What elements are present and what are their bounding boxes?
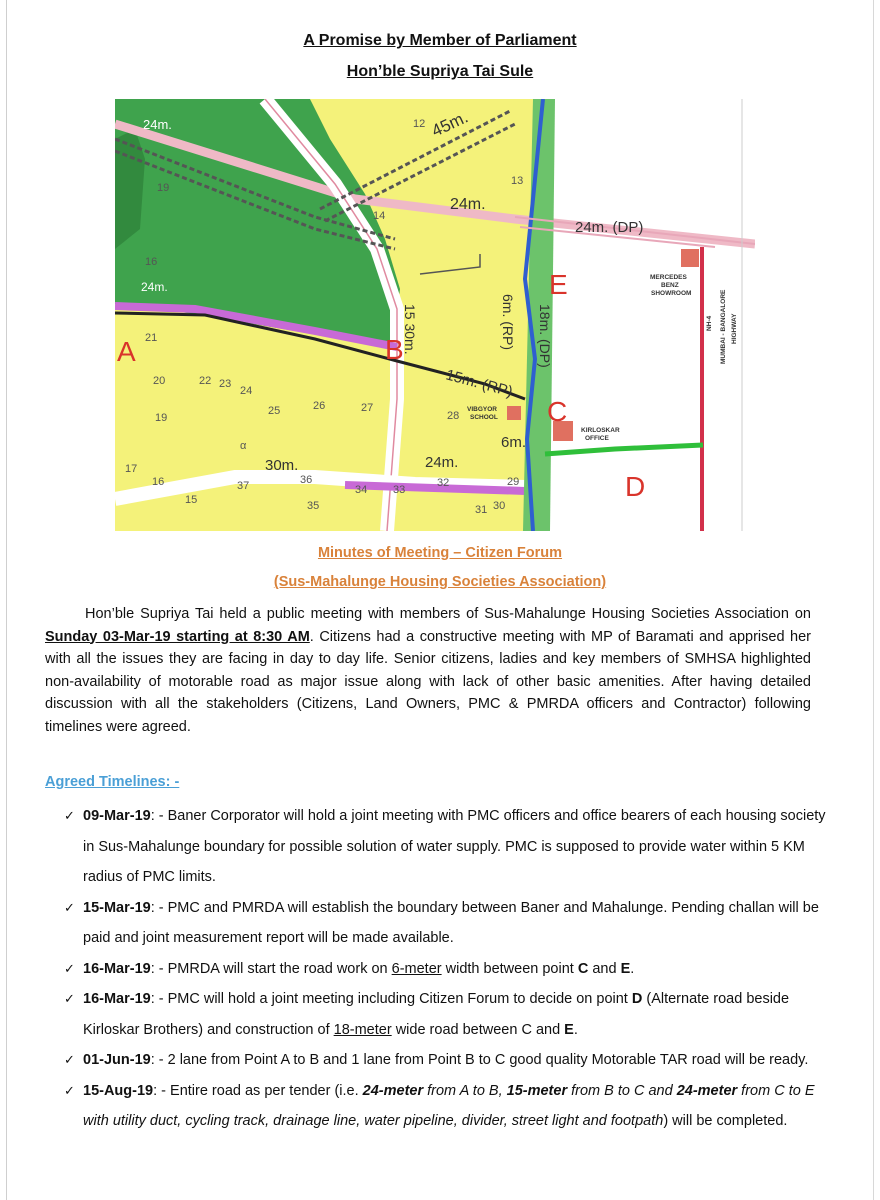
mercedes-label: SHOWROOM [651, 290, 692, 297]
plot-number: 25 [268, 405, 281, 417]
plot-number: 32 [437, 477, 450, 489]
check-icon: ✓ [64, 899, 75, 915]
item-point: E [564, 1021, 574, 1038]
document-title: A Promise by Member of Parliament [303, 32, 577, 49]
mercedes-label: MERCEDES [650, 274, 687, 281]
plot-number: 36 [300, 474, 313, 486]
list-item [64, 954, 834, 985]
check-icon: ✓ [64, 991, 75, 1006]
point-c: C [547, 396, 568, 427]
item-text: ) will be completed. [663, 1113, 788, 1129]
item-text: (Alternate road beside Kirloskar Brothers) and construction of [83, 991, 790, 1038]
road-label: 6m. (RP) [500, 294, 516, 350]
road-label: 24m. [425, 454, 459, 471]
meeting-date-time: Sunday 03-Mar-19 starting at 8:30 AM [45, 628, 310, 645]
point-a: A [117, 336, 136, 367]
road-label: 15m. (RP) [443, 366, 515, 401]
timelines-heading: Agreed Timelines: - [45, 774, 180, 790]
plot-number: 35 [307, 500, 320, 512]
road-label: 24m. (DP) [575, 219, 644, 236]
check-icon: ✓ [64, 1052, 75, 1067]
item-text: : - 2 lane from Point A to B and 1 lane from Point B to C good quality Motorable TAR road will be ready. [150, 1052, 809, 1068]
plot-number: 29 [507, 476, 520, 488]
plot-number: 30 [493, 500, 506, 512]
road-label: 45m. [428, 107, 471, 141]
point-d: D [625, 471, 646, 502]
item-text: . [630, 960, 635, 977]
list-item [64, 984, 834, 1045]
road-label: 15 30m. [402, 304, 418, 355]
check-icon: ✓ [64, 808, 75, 823]
item-date: 09-Mar-19 [83, 808, 151, 824]
kirloskar-label: OFFICE [585, 435, 609, 442]
plot-number: 19 [155, 412, 168, 424]
mercedes-box [681, 249, 699, 267]
item-text: wide road between C and [391, 1021, 565, 1038]
item-text: from B to C and [567, 1082, 677, 1099]
plot-number: 24 [240, 385, 253, 397]
intro-part2: . Citizens had a constructive meeting with MP of Baramati and apprised her with all the issues they are facing in day to day life. Senior citizens, ladies and key members of SMHSA highlighted non-availability of motorable road as major issue along with lack of other basic amenities. After having detailed discussion with all the stakeholders (Citizens, Land Owners, PMC & PMRDA officers and Contractor) following timelines were agreed. [45, 628, 812, 735]
vibgyor-label: VIBGYOR [467, 406, 497, 413]
plot-number: α [240, 440, 247, 452]
vibgyor-label: SCHOOL [470, 414, 498, 421]
mercedes-label: BENZ [661, 282, 679, 289]
check-icon: ✓ [64, 1082, 75, 1098]
highway-label: NH-4 [706, 315, 713, 331]
item-date: 16-Mar-19 [83, 991, 151, 1007]
item-emphasis: 18-meter [333, 1021, 392, 1038]
plot-number: 13 [511, 175, 524, 187]
list-item [64, 893, 834, 954]
plot-number: 16 [145, 256, 158, 268]
document-subtitle: Hon’ble Supriya Tai Sule [346, 63, 534, 80]
road-label: 6m. [501, 434, 527, 451]
intro-part1: Hon’ble Supriya Tai held a public meeting with members of Sus-Mahalunge Housing Societies Association on [85, 606, 811, 622]
plot-number: 15 [185, 494, 198, 506]
check-icon: ✓ [64, 960, 75, 976]
plot-number: 14 [373, 210, 386, 222]
item-point: E [620, 960, 631, 977]
intro-paragraph [45, 603, 811, 738]
road-label: 18m. (DP) [537, 304, 553, 368]
item-point: D [631, 991, 643, 1007]
item-text: and [588, 960, 621, 977]
item-text: from C to E with utility duct, cycling track, drainage line, water pipeline, divider, street light and footpath [83, 1082, 815, 1129]
road-label: 24m. [450, 196, 486, 213]
plot-number: 12 [413, 118, 426, 130]
plot-number: 16 [152, 476, 165, 488]
minutes-title: Minutes of Meeting – Citizen Forum [317, 545, 563, 561]
road-label: 30m. [265, 457, 299, 474]
item-text: : - PMC will hold a joint meeting including Citizen Forum to decide on point [150, 991, 632, 1007]
list-item [64, 801, 834, 893]
minutes-org: (Sus-Mahalunge Housing Societies Association) [273, 574, 607, 590]
highway-label: MUMBAI - BANGALORE [720, 289, 727, 364]
plot-number: 22 [199, 375, 212, 387]
plot-number: 27 [361, 402, 374, 414]
plot-number: 37 [237, 480, 250, 492]
plot-number: 19 [157, 182, 170, 194]
site-map [115, 99, 755, 531]
item-text: : - Entire road as per tender (i.e. [153, 1082, 363, 1099]
item-text: : - PMRDA will start the road work on [150, 960, 392, 977]
point-e: E [549, 269, 568, 300]
item-emphasis: 24-meter [362, 1082, 424, 1099]
road-label: 24m. [141, 280, 168, 294]
point-b: B [385, 334, 404, 365]
plot-number: 31 [475, 504, 488, 516]
item-emphasis: 15-meter [506, 1082, 568, 1099]
timelines-list [64, 801, 834, 1137]
plot-number: 23 [219, 378, 232, 390]
plot-number: 26 [313, 400, 326, 412]
road-label: 24m. [143, 117, 172, 132]
item-date: 15-Aug-19 [83, 1082, 154, 1099]
plot-number: 34 [355, 484, 368, 496]
plot-number: 20 [153, 375, 166, 387]
plot-number: 17 [125, 463, 138, 475]
item-date: 01-Jun-19 [83, 1052, 151, 1068]
item-emphasis: 24-meter [676, 1082, 738, 1099]
plot-number: 21 [145, 332, 158, 344]
item-text: width between point [441, 960, 578, 977]
map-svg [115, 99, 755, 531]
right-boundary [700, 247, 704, 531]
kirloskar-label: KIRLOSKAR [581, 427, 620, 434]
item-text: . [573, 1021, 578, 1038]
item-point: C [577, 960, 589, 977]
item-text: from A to B, [423, 1082, 507, 1099]
item-emphasis: 6-meter [391, 960, 442, 977]
vibgyor-box [507, 406, 521, 420]
plot-number: 33 [393, 484, 406, 496]
item-text: : - Baner Corporator will hold a joint meeting with PMC officers and office bearers of each housing society in Sus-Mahalunge boundary for possible solution of water supply. PMC is supposed to provide water within 5 KM radius of PMC limits. [83, 808, 826, 885]
item-text: : - PMC and PMRDA will establish the boundary between Baner and Mahalunge. Pending challan will be paid and joint measurement report will be made available. [83, 899, 819, 946]
item-date: 16-Mar-19 [83, 960, 151, 977]
item-date: 15-Mar-19 [83, 899, 151, 916]
list-item [64, 1045, 834, 1076]
highway-label: HIGHWAY [731, 313, 738, 344]
list-item [64, 1076, 834, 1137]
plot-number: 28 [447, 410, 460, 422]
